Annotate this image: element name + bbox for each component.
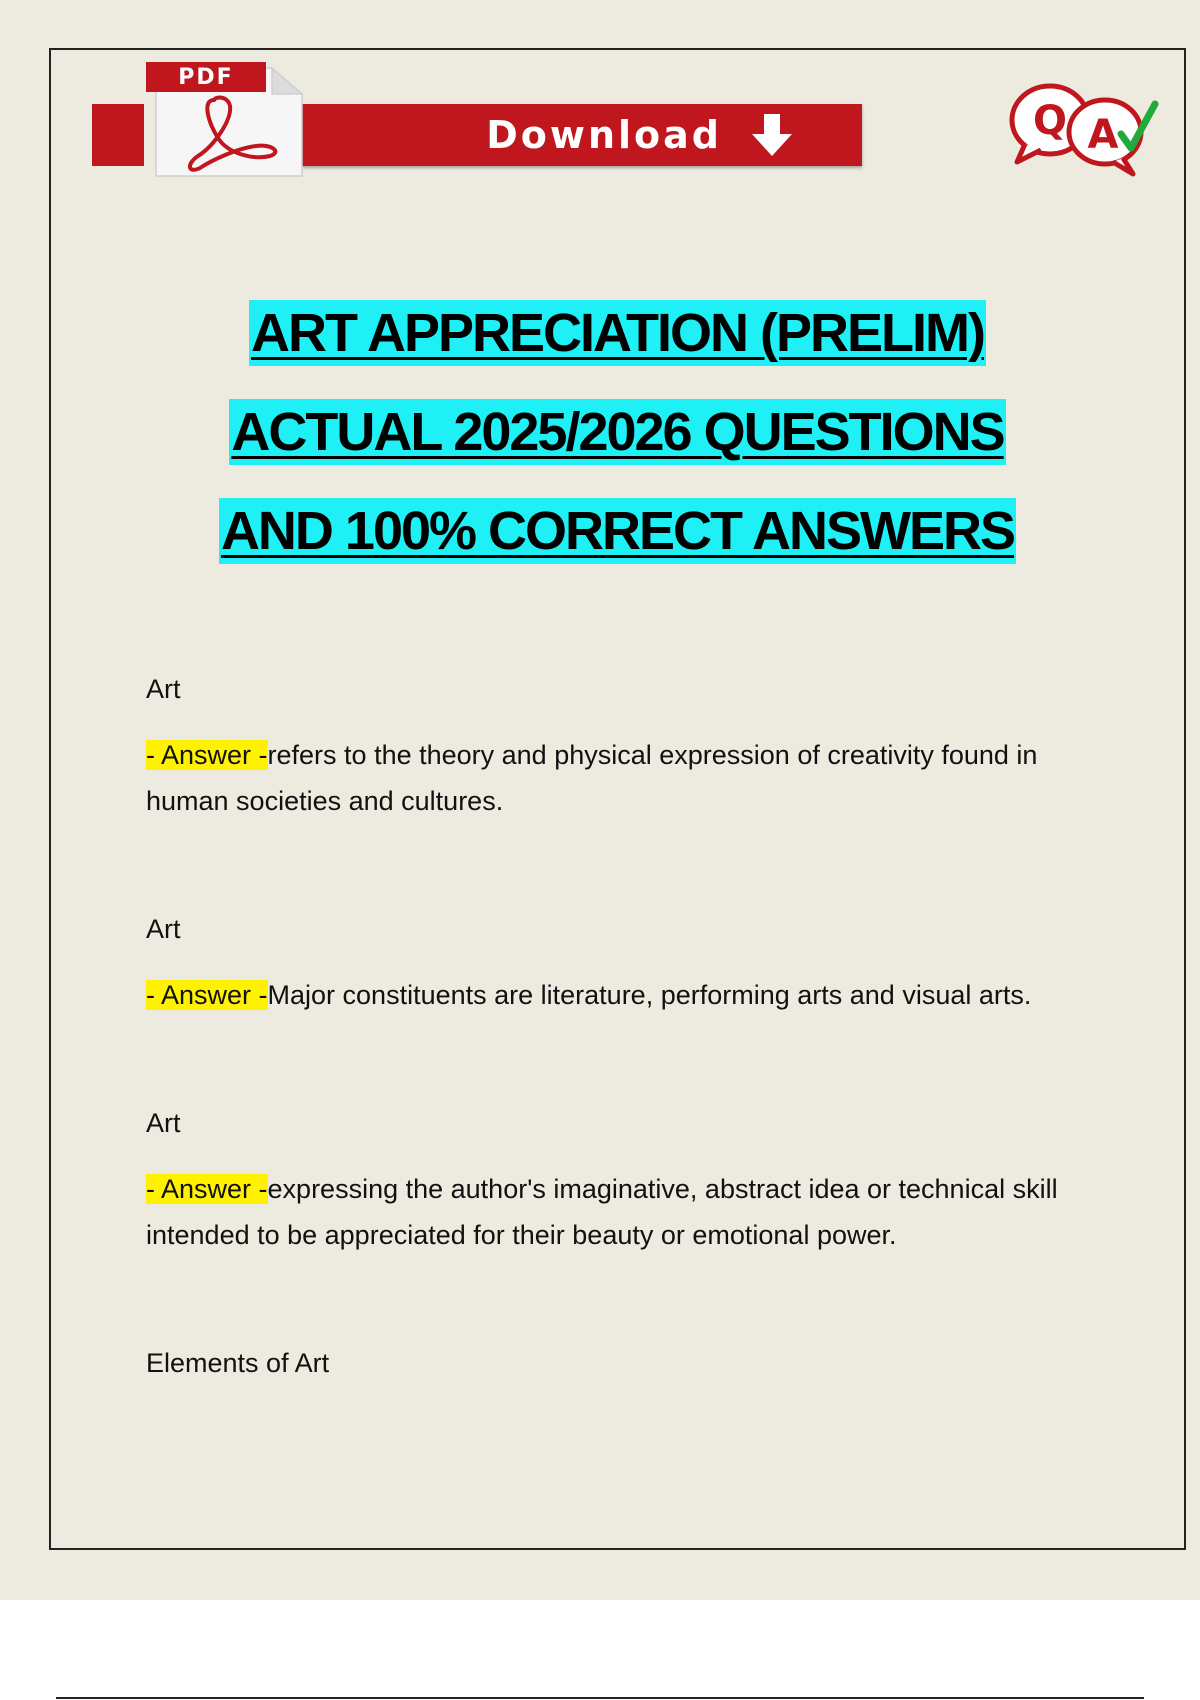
pdf-tag: PDF [146, 62, 266, 92]
answer-body: refers to the theory and physical expression of creativity found in human societies and cultures. [146, 740, 1038, 816]
qa-item [146, 1342, 1106, 1384]
answer-body: Major constituents are literature, performing arts and visual arts. [267, 980, 1032, 1010]
qa-item [146, 908, 1106, 1018]
download-arrow-icon [742, 112, 802, 160]
title-line-3: AND 100% CORRECT ANSWERS [219, 498, 1016, 564]
pdf-document-icon [142, 60, 312, 178]
question-term: Elements of Art [146, 1348, 330, 1378]
download-label: Download [486, 113, 722, 157]
title-line-1: ART APPRECIATION (PRELIM) [249, 300, 986, 366]
title-line-2: ACTUAL 2025/2026 QUESTIONS [229, 399, 1005, 465]
qa-logo-icon [1005, 78, 1175, 178]
answer-body: expressing the author's imaginative, abstract idea or technical skill intended to be appreciated for their beauty or emotional power. [146, 1174, 1058, 1250]
qa-logo-a: A [1087, 112, 1119, 158]
bottom-rule [56, 1697, 1144, 1699]
banner-left-bar [92, 104, 144, 166]
document-title [60, 300, 1175, 597]
qa-item [146, 668, 1106, 824]
question-term: Art [146, 674, 181, 704]
download-bar[interactable] [302, 104, 862, 166]
answer-text [146, 972, 1106, 1018]
pdf-download-banner[interactable] [92, 60, 862, 180]
qa-item [146, 1102, 1106, 1258]
answer-text [146, 1166, 1106, 1258]
qa-list [146, 668, 1106, 1384]
question-term: Art [146, 914, 181, 944]
answer-prefix: - Answer - [146, 740, 268, 770]
answer-prefix: - Answer - [146, 980, 268, 1010]
answer-text [146, 732, 1106, 824]
qa-logo-q: Q [1032, 98, 1068, 144]
answer-prefix: - Answer - [146, 1174, 268, 1204]
question-term: Art [146, 1108, 181, 1138]
